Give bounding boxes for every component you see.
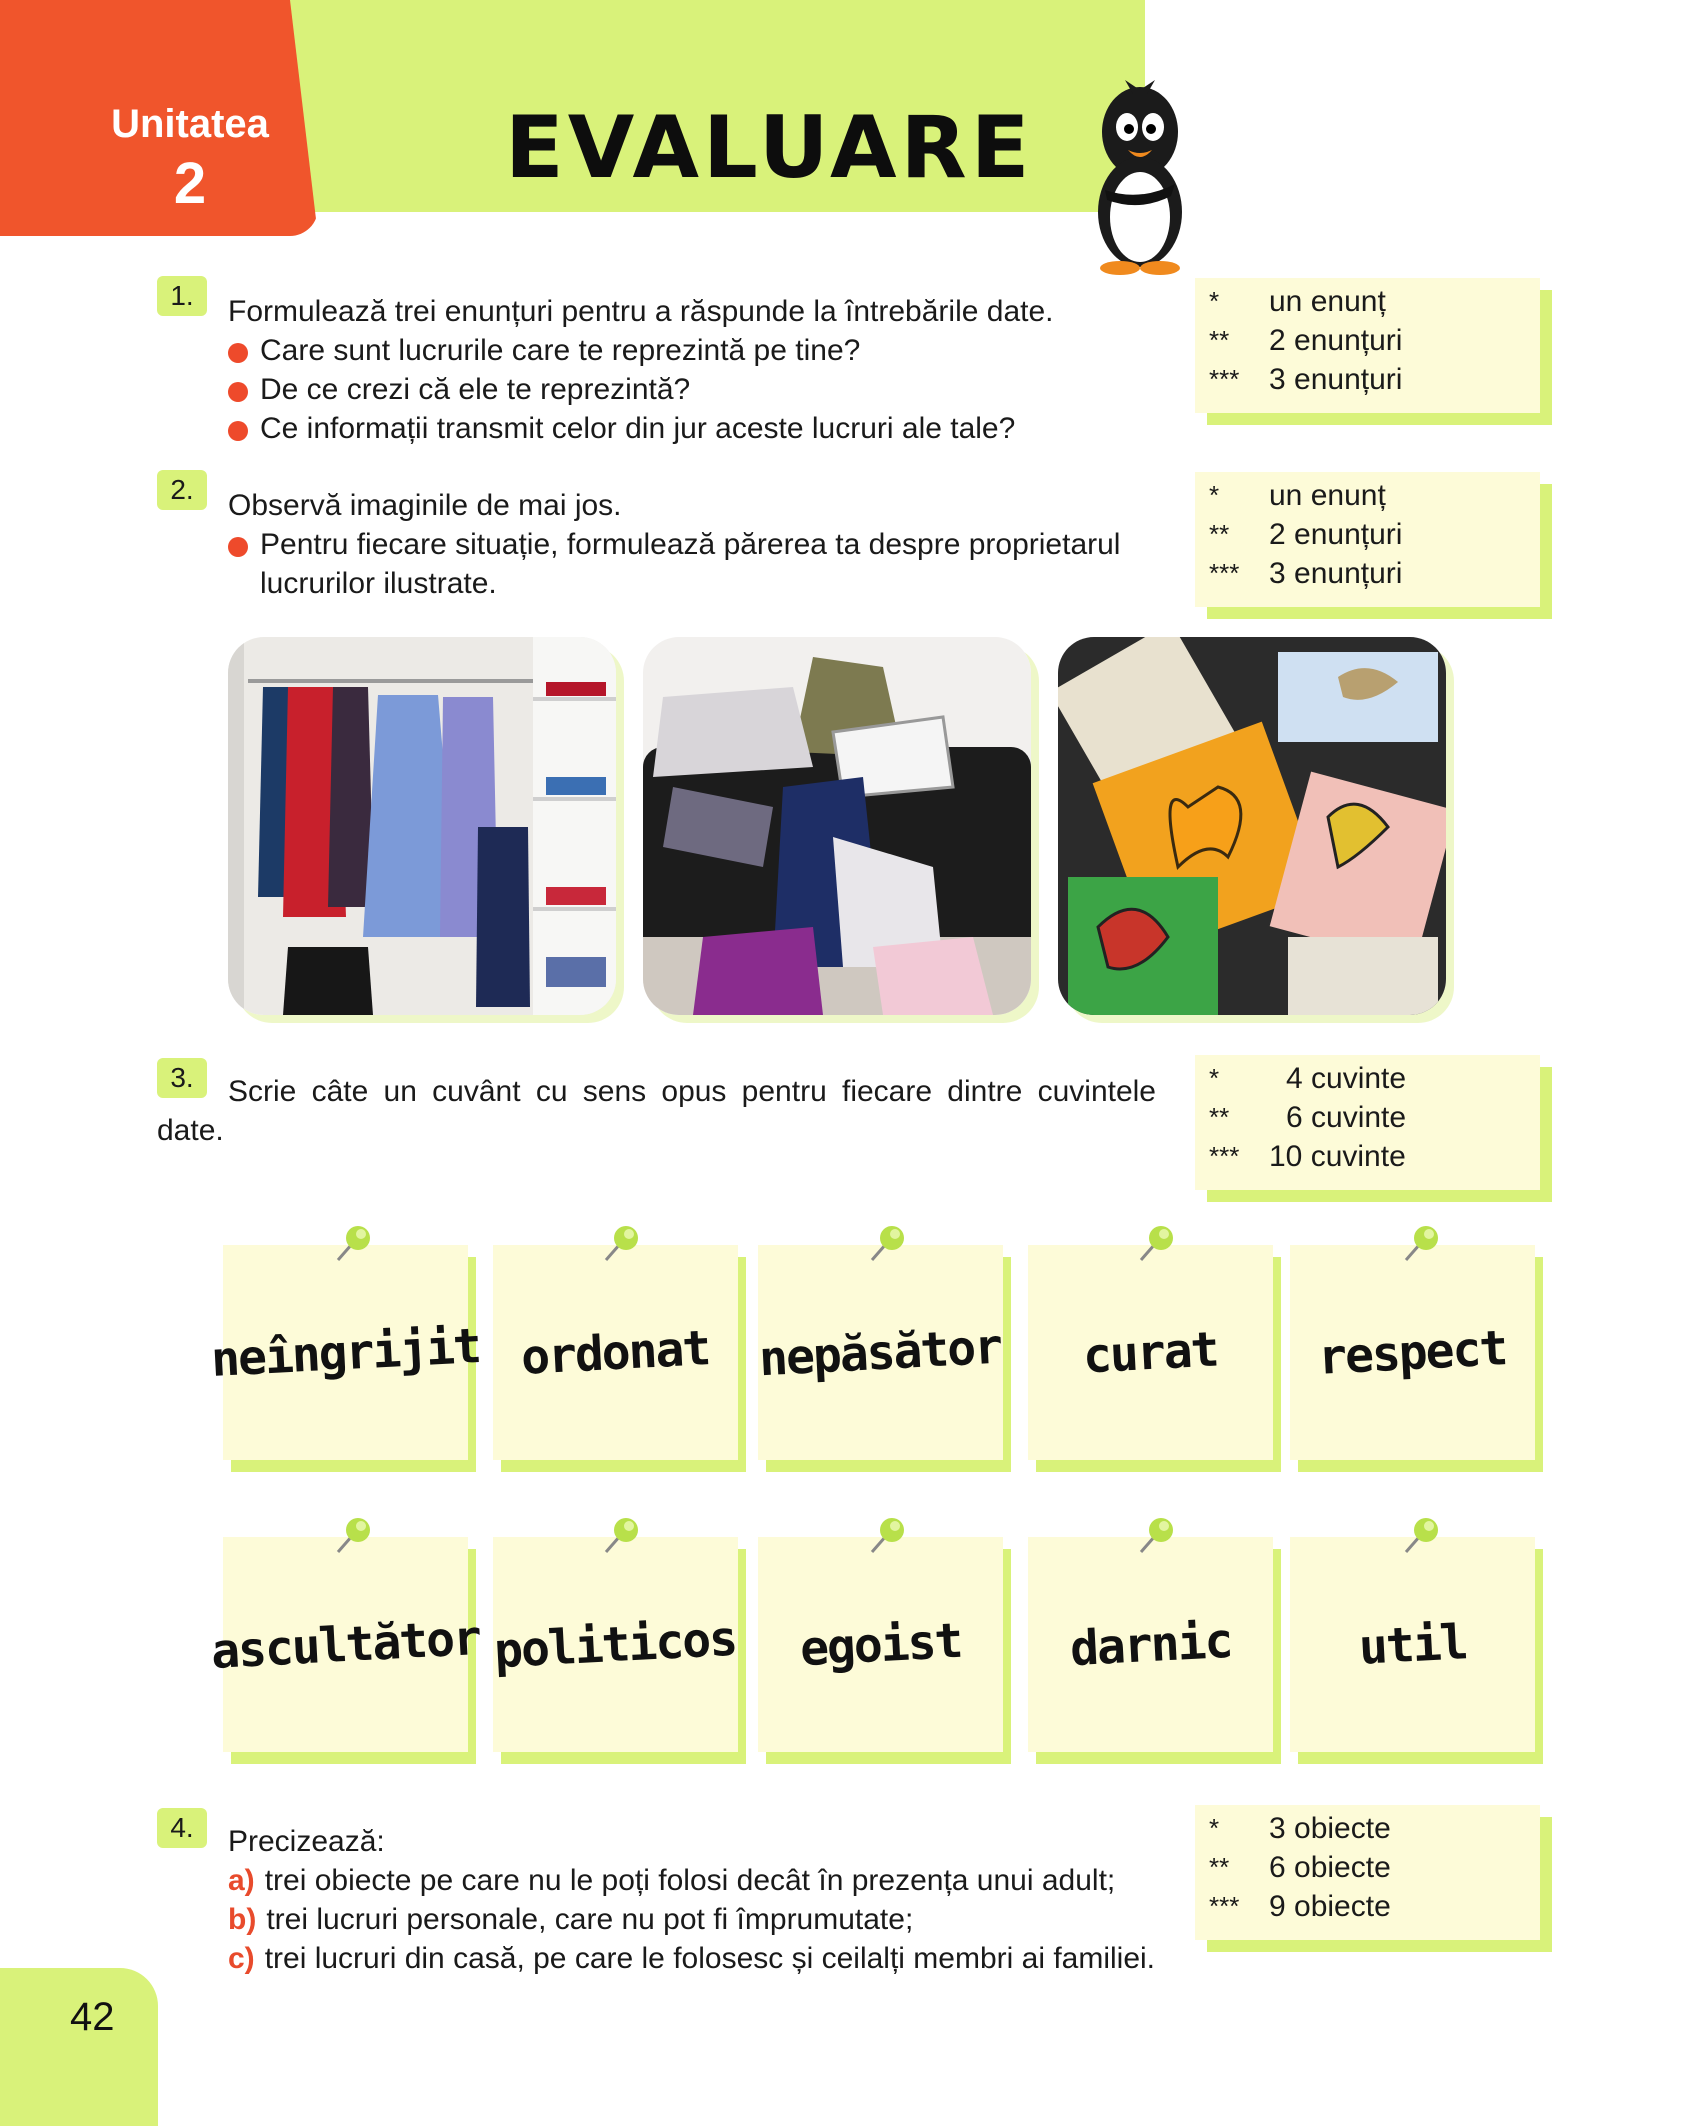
word-note (209, 1537, 482, 1752)
photo-messy-clothes (643, 637, 1031, 1015)
pushpin-icon (1135, 1222, 1177, 1264)
word-note (209, 1245, 482, 1460)
penguin-icon (1085, 72, 1195, 277)
criteria-stars: * (1209, 1813, 1220, 1843)
criteria-text: un enunț (1269, 479, 1386, 512)
exercise-1-question: Care sunt lucrurile care te reprezintă pe tine? (228, 331, 1158, 370)
criteria-stars: *** (1209, 558, 1240, 588)
criteria-text: 2 enunțuri (1269, 518, 1403, 551)
criteria-stars: * (1209, 480, 1220, 510)
criteria-text: 6 obiecte (1269, 1851, 1391, 1884)
exercise-2-instruction: Observă imaginile de mai jos. (228, 489, 622, 522)
criteria-stars: *** (1209, 364, 1240, 394)
criteria-text: 6 cuvinte (1286, 1101, 1407, 1134)
pushpin-icon (1400, 1514, 1442, 1556)
word-label: nepăsător (758, 1318, 1003, 1387)
criteria-stars: *** (1209, 1891, 1240, 1921)
criteria-stars: ** (1209, 1852, 1230, 1882)
word-label: respect (1317, 1319, 1508, 1386)
item-text: trei lucruri personale, care nu pot fi împrumutate; (266, 1903, 914, 1936)
photo-wardrobe (228, 637, 616, 1015)
page-number: 42 (70, 1995, 115, 2039)
criteria-text: 4 cuvinte (1286, 1062, 1407, 1095)
pushpin-icon (332, 1514, 374, 1556)
word-note (1290, 1537, 1535, 1752)
word-label: curat (1081, 1321, 1220, 1384)
page-number-tab (0, 1968, 158, 2126)
criteria-stars: * (1209, 1063, 1220, 1093)
word-label: ascultător (209, 1609, 482, 1680)
exercise-2-task-continued: lucrurilor ilustrate. (260, 567, 497, 600)
pushpin-icon (1400, 1222, 1442, 1264)
criteria-text: 3 enunțuri (1269, 363, 1403, 396)
exercise-3-instruction-continued: date. (157, 1114, 224, 1147)
word-label: neîngrijit (209, 1317, 482, 1388)
exercise-2-task: Pentru fiecare situație, formulează părerea ta despre proprietarul (228, 525, 1168, 564)
exercise-3-instruction: Scrie câte un cuvânt cu sens opus pentru fiecare dintre cuvintele (228, 1075, 1156, 1108)
exercise-4-item-c (228, 1939, 1168, 1978)
word-note (758, 1537, 1003, 1752)
word-label: darnic (1068, 1612, 1233, 1677)
criteria-text: un enunț (1269, 285, 1386, 318)
exercise-3-criteria (1195, 1055, 1540, 1190)
word-label: util (1357, 1613, 1468, 1676)
item-letter: a) (228, 1864, 255, 1897)
exercise-1-question: Ce informații transmit celor din jur aceste lucruri ale tale? (228, 409, 1158, 448)
exercise-1-criteria (1195, 278, 1540, 413)
word-label: ordonat (520, 1319, 711, 1386)
word-note (493, 1245, 738, 1460)
item-text: trei obiecte pe care nu le poți folosi decât în prezența unui adult; (264, 1864, 1116, 1897)
criteria-stars: * (1209, 286, 1220, 316)
exercise-4-instruction: Precizează: (228, 1825, 385, 1858)
exercise-4-item-a (228, 1861, 1168, 1900)
criteria-text: 2 enunțuri (1269, 324, 1403, 357)
item-text: trei lucruri din casă, pe care le folosesc și ceilalți membri ai familiei. (264, 1942, 1156, 1975)
word-note (1290, 1245, 1535, 1460)
criteria-text: 9 obiecte (1269, 1890, 1391, 1923)
pushpin-icon (332, 1222, 374, 1264)
exercise-1-text (228, 292, 1158, 448)
exercise-4-item-b (228, 1900, 1168, 1939)
pushpin-icon (866, 1222, 908, 1264)
exercise-2-criteria (1195, 472, 1540, 607)
unit-number: 2 (173, 151, 207, 216)
exercise-1-number: 1. (157, 276, 207, 316)
criteria-text: 3 obiecte (1269, 1812, 1391, 1845)
word-note (1028, 1537, 1273, 1752)
exercise-4-criteria (1195, 1805, 1540, 1940)
exercise-1-instruction: Formulează trei enunțuri pentru a răspunde la întrebările date. (228, 295, 1054, 328)
item-letter: c) (228, 1942, 255, 1975)
exercise-4-text (228, 1822, 1168, 1978)
word-note (1028, 1245, 1273, 1460)
word-label: politicos (493, 1610, 738, 1679)
criteria-text: 10 cuvinte (1269, 1140, 1406, 1173)
criteria-stars: ** (1209, 1102, 1230, 1132)
exercise-3-number: 3. (157, 1058, 207, 1098)
word-note (493, 1537, 738, 1752)
page-title: EVALUARE (505, 98, 1034, 198)
photo-butterfly-stamps (1058, 637, 1446, 1015)
criteria-stars: *** (1209, 1141, 1240, 1171)
criteria-stars: ** (1209, 519, 1230, 549)
pushpin-icon (866, 1514, 908, 1556)
pushpin-icon (600, 1222, 642, 1264)
exercise-2-number: 2. (157, 470, 207, 510)
item-letter: b) (228, 1903, 257, 1936)
word-note (758, 1245, 1003, 1460)
exercise-1-question: De ce crezi că ele te reprezintă? (228, 370, 1158, 409)
exercise-4-number: 4. (157, 1808, 207, 1848)
pushpin-icon (600, 1514, 642, 1556)
criteria-stars: ** (1209, 325, 1230, 355)
pushpin-icon (1135, 1514, 1177, 1556)
unit-label: Unitatea (111, 102, 269, 146)
word-label: egoist (798, 1612, 963, 1677)
criteria-text: 3 enunțuri (1269, 557, 1403, 590)
exercise-2-text (228, 486, 1168, 603)
